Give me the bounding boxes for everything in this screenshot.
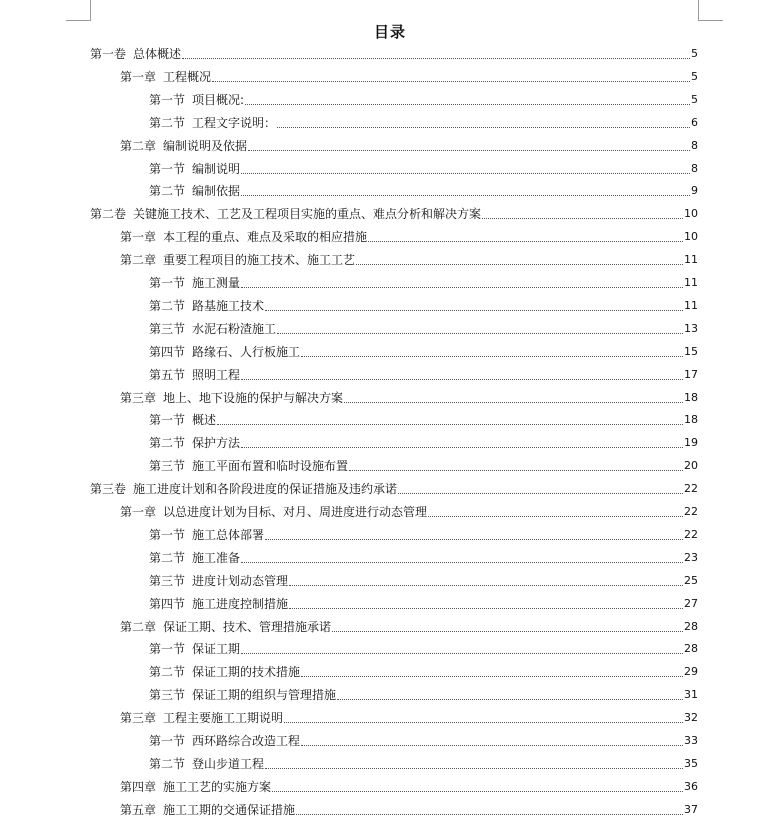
toc-entry-text: 水泥石粉渣施工 [192, 322, 277, 336]
toc-entry-label [120, 70, 211, 84]
toc-entry-label [120, 139, 247, 153]
toc-entry-number: 第四节 [149, 597, 186, 611]
toc-entry-text: 保护方法 [192, 436, 241, 450]
toc-entry-text: 保证工期、技术、管理措施承诺 [163, 620, 332, 634]
toc-entry-number: 第一节 [149, 93, 186, 107]
toc-entry-label [149, 757, 264, 771]
toc-entry[interactable] [149, 297, 698, 313]
dot-leader [248, 150, 690, 151]
toc-entry-page: 32 [684, 711, 698, 724]
dot-leader [301, 745, 683, 746]
dot-leader [245, 104, 690, 105]
toc-entry-text: 施工总体部署 [192, 528, 265, 542]
toc-entry-page: 28 [684, 620, 698, 633]
toc-entry-page: 22 [684, 528, 698, 541]
toc-entry[interactable] [120, 709, 698, 725]
toc-entry-label [120, 253, 355, 267]
toc-entry[interactable] [90, 480, 698, 496]
toc-entry[interactable] [149, 182, 698, 198]
toc-entry[interactable] [149, 686, 698, 702]
toc-title: 目录 [373, 23, 406, 41]
crop-mark-top-left [66, 0, 91, 21]
dot-leader [241, 447, 683, 448]
toc-entry-label [149, 665, 300, 679]
toc-entry-text: 编制依据 [192, 184, 241, 198]
toc-entry[interactable] [149, 595, 698, 611]
toc-entry-text: 关键施工技术、工艺及工程项目实施的重点、难点分析和解决方案 [133, 207, 482, 221]
dot-leader [284, 722, 683, 723]
dot-leader [265, 539, 683, 540]
toc-entry-label [149, 413, 216, 427]
toc-entry-label [149, 597, 288, 611]
toc-entry-number: 第三节 [149, 322, 186, 336]
toc-entry[interactable] [90, 205, 698, 221]
toc-entry-label [149, 162, 240, 176]
toc-entry-label [120, 391, 343, 405]
toc-entry-number: 第一节 [149, 276, 186, 290]
toc-entry[interactable] [149, 457, 698, 473]
toc-entry-text: 工程主要施工工期说明 [163, 711, 284, 725]
toc-entry-number: 第二章 [120, 253, 157, 267]
toc-entry-label [149, 642, 240, 656]
toc-entry-number: 第二卷 [90, 207, 127, 221]
dot-leader [349, 470, 683, 471]
toc-entry-number: 第三节 [149, 688, 186, 702]
toc-entry-page: 20 [684, 459, 698, 472]
toc-entry-text: 施工准备 [192, 551, 241, 565]
toc-entry-number: 第四节 [149, 345, 186, 359]
toc-entry-number: 第一节 [149, 642, 186, 656]
toc-entry-page: 29 [684, 665, 698, 678]
toc-entry-label [149, 574, 288, 588]
dot-leader [398, 493, 683, 494]
toc-entry[interactable] [120, 251, 698, 267]
toc-entry-text: 概述 [192, 413, 217, 427]
toc-entry-text: 项目概况: [192, 93, 245, 107]
dot-leader [289, 608, 683, 609]
toc-entry[interactable] [149, 160, 698, 176]
toc-entry-number: 第三卷 [90, 482, 127, 496]
toc-entry-label [149, 528, 264, 542]
toc-entry-label [149, 436, 240, 450]
toc-entry-label [90, 207, 481, 221]
toc-entry-text: 保证工期的技术措施 [192, 665, 301, 679]
toc-entry-page: 35 [684, 757, 698, 770]
toc-entry-label [90, 482, 397, 496]
toc-entry-page: 18 [684, 391, 698, 404]
dot-leader [277, 127, 690, 128]
toc-entry-page: 28 [684, 642, 698, 655]
toc-entry[interactable] [120, 137, 698, 153]
toc-entry-text: 施工工艺的实施方案 [163, 780, 272, 794]
toc-entry-text: 路缘石、人行板施工 [192, 345, 301, 359]
toc-entry-text: 重要工程项目的施工技术、施工工艺 [163, 253, 356, 267]
toc-entry-label [120, 780, 271, 794]
toc-entry-page: 22 [684, 505, 698, 518]
toc-entry[interactable] [149, 640, 698, 656]
toc-entry[interactable] [120, 801, 698, 817]
toc-entry-page: 23 [684, 551, 698, 564]
toc-entry-number: 第三章 [120, 391, 157, 405]
toc-entry[interactable] [149, 366, 698, 382]
dot-leader [241, 287, 683, 288]
dot-leader [217, 424, 683, 425]
crop-mark-top-right [698, 0, 723, 21]
toc-entry[interactable] [149, 434, 698, 450]
toc-entry-text: 本工程的重点、难点及采取的相应措施 [163, 230, 368, 244]
dot-leader [482, 218, 683, 219]
toc-entry-page: 27 [684, 597, 698, 610]
toc-entry-number: 第二节 [149, 757, 186, 771]
toc-entry-label [149, 734, 300, 748]
toc-entry-page: 6 [691, 116, 698, 129]
toc-entry-page: 10 [684, 230, 698, 243]
toc-entry-page: 5 [691, 47, 698, 60]
dot-leader [289, 585, 683, 586]
toc-entry[interactable] [149, 755, 698, 771]
toc-entry[interactable] [90, 45, 698, 61]
toc-entry-page: 8 [691, 139, 698, 152]
toc-entry-page: 15 [684, 345, 698, 358]
toc-entry-text: 进度计划动态管理 [192, 574, 289, 588]
toc-entry-label [149, 345, 300, 359]
toc-entry-number: 第三节 [149, 574, 186, 588]
toc-entry-number: 第二节 [149, 551, 186, 565]
dot-leader [296, 814, 683, 815]
toc-entry-text: 工程文字说明： [192, 116, 277, 130]
toc-entry-text: 路基施工技术 [192, 299, 265, 313]
toc-entry-page: 8 [691, 162, 698, 175]
dot-leader [241, 173, 690, 174]
toc-entry-label [149, 551, 240, 565]
toc-entry-number: 第一节 [149, 162, 186, 176]
toc-entry-label [120, 505, 427, 519]
toc-entry-text: 施工工期的交通保证措施 [163, 803, 296, 817]
toc-entry-number: 第一节 [149, 528, 186, 542]
toc-entry[interactable] [120, 503, 698, 519]
toc-entry-number: 第三节 [149, 459, 186, 473]
toc-entry-page: 18 [684, 413, 698, 426]
dot-leader [241, 653, 683, 654]
toc-entry[interactable] [149, 343, 698, 359]
toc-entry[interactable] [120, 68, 698, 84]
toc-entry-label [149, 299, 264, 313]
toc-entry[interactable] [149, 572, 698, 588]
dot-leader [272, 791, 683, 792]
toc-entry-page: 31 [684, 688, 698, 701]
toc-entry[interactable] [120, 228, 698, 244]
toc-entry-text: 施工进度计划和各阶段进度的保证措施及违约承诺 [133, 482, 398, 496]
toc-entry-number: 第二节 [149, 665, 186, 679]
toc-entry-number: 第一节 [149, 413, 186, 427]
toc-entry-text: 编制说明及依据 [163, 139, 248, 153]
toc-entry[interactable] [120, 618, 698, 634]
toc-entry-page: 17 [684, 368, 698, 381]
toc-entry-label [120, 620, 331, 634]
toc-entry-text: 保证工期 [192, 642, 241, 656]
toc-entry-text: 照明工程 [192, 368, 241, 382]
toc-entry-label [149, 322, 276, 336]
toc-entry[interactable] [120, 389, 698, 405]
dot-leader [277, 333, 683, 334]
toc-entry[interactable] [149, 411, 698, 427]
toc-entry-page: 19 [684, 436, 698, 449]
dot-leader [182, 58, 690, 59]
toc-entry-text: 西环路综合改造工程 [192, 734, 301, 748]
toc-entry-label [120, 230, 367, 244]
dot-leader [241, 195, 690, 196]
toc-entry-page: 5 [691, 70, 698, 83]
toc-entry-number: 第一章 [120, 505, 157, 519]
toc-entry-label [149, 688, 336, 702]
toc-entry-page: 13 [684, 322, 698, 335]
toc-entry-label [149, 368, 240, 382]
toc-entry-number: 第三章 [120, 711, 157, 725]
toc-entry-text: 工程概况 [163, 70, 212, 84]
toc-entry-label [149, 116, 276, 130]
dot-leader [428, 516, 683, 517]
toc-entry-label [149, 276, 240, 290]
dot-leader [332, 631, 683, 632]
toc-entry-text: 施工测量 [192, 276, 241, 290]
toc-entry-text: 以总进度计划为目标、对月、周进度进行动态管理 [163, 505, 428, 519]
toc-entry-label [149, 459, 348, 473]
toc-entry-text: 保证工期的组织与管理措施 [192, 688, 337, 702]
dot-leader [301, 356, 683, 357]
toc-entry[interactable] [149, 91, 698, 107]
toc-entry-number: 第一节 [149, 734, 186, 748]
toc-entry[interactable] [149, 663, 698, 679]
toc-entry-text: 施工平面布置和临时设施布置 [192, 459, 349, 473]
toc-entry-number: 第一章 [120, 230, 157, 244]
dot-leader [356, 264, 683, 265]
dot-leader [241, 562, 683, 563]
dot-leader [337, 699, 683, 700]
toc-entry[interactable] [120, 778, 698, 794]
toc-entry[interactable] [149, 274, 698, 290]
toc-entry-number: 第五章 [120, 803, 157, 817]
toc-entry[interactable] [149, 114, 698, 130]
toc-entry-page: 25 [684, 574, 698, 587]
toc-entry-text: 总体概述 [133, 47, 182, 61]
toc-entry[interactable] [149, 526, 698, 542]
dot-leader [265, 310, 683, 311]
toc-entry-page: 11 [684, 299, 698, 312]
toc-entry-text: 编制说明 [192, 162, 241, 176]
toc-entry-number: 第二节 [149, 436, 186, 450]
toc-entry-page: 10 [684, 207, 698, 220]
toc-entry-page: 11 [684, 253, 698, 266]
toc-entry[interactable] [149, 549, 698, 565]
toc-entry-number: 第二节 [149, 184, 186, 198]
dot-leader [368, 241, 683, 242]
toc-entry-number: 第四章 [120, 780, 157, 794]
toc-entry[interactable] [149, 732, 698, 748]
dot-leader [212, 81, 690, 82]
toc-entry-text: 登山步道工程 [192, 757, 265, 771]
toc-entry-page: 36 [684, 780, 698, 793]
toc-entry-label [120, 803, 295, 817]
toc-entry-page: 9 [691, 184, 698, 197]
toc-entry-page: 5 [691, 93, 698, 106]
toc-entry-page: 33 [684, 734, 698, 747]
toc-entry-number: 第二节 [149, 116, 186, 130]
toc-entry-number: 第五节 [149, 368, 186, 382]
toc-entry-text: 施工进度控制措施 [192, 597, 289, 611]
toc-entry-number: 第二节 [149, 299, 186, 313]
toc-entry-page: 37 [684, 803, 698, 816]
toc-entry-label [149, 93, 244, 107]
dot-leader [241, 379, 683, 380]
toc-entry-label [90, 47, 181, 61]
toc-entry-number: 第一章 [120, 70, 157, 84]
toc-entry-number: 第二章 [120, 139, 157, 153]
toc-entry-page: 22 [684, 482, 698, 495]
toc-entry[interactable] [149, 320, 698, 336]
toc-entry-text: 地上、地下设施的保护与解决方案 [163, 391, 344, 405]
toc-entry-label [149, 184, 240, 198]
toc-entry-number: 第二章 [120, 620, 157, 634]
toc-entry-page: 11 [684, 276, 698, 289]
dot-leader [265, 768, 683, 769]
toc-entry-number: 第一卷 [90, 47, 127, 61]
dot-leader [301, 676, 683, 677]
toc-entry-label [120, 711, 283, 725]
dot-leader [344, 402, 683, 403]
